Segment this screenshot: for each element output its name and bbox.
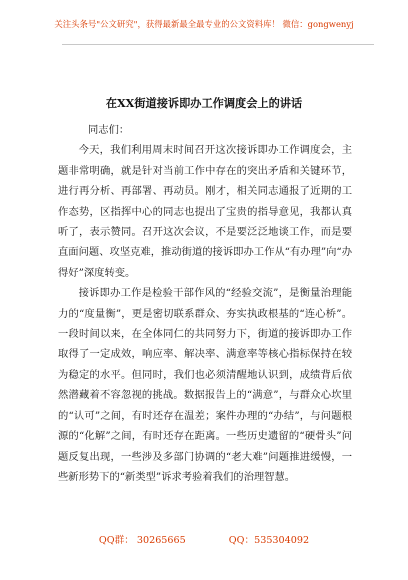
header-divider <box>62 44 374 45</box>
footer-qq-group: QQ群： 30265665 <box>98 535 186 546</box>
footer-contacts <box>0 532 408 546</box>
salutation: 同志们： <box>88 124 130 136</box>
paragraph-2: 接诉即办工作是检验干部作风的“经验交流”，是衡量治理能力的“度量衡”，更是密切联系群众、夯实执政根基的“连心桥”。一段时间以来，在全体同仁的共同努力下，街道的接诉即办工作取得了一定成效，响应率、解决率、满意率等核心指标保持在较为稳定的水平。但同时，我们也必须清醒地认识到，成绩背后依然潜藏着不容忽视的挑战。数据报告上的“满意”，与群众心坎里的“认可”之间，有时还存在温差；案件办理的“办结”，与问题根源的“化解”之间，有时还存在距离。一些历史遗留的“硬骨头”问题反复出现，一些涉及多部门协调的“老大难”问题推进缓慢，一些新形势下的“新类型”诉求考验着我们的治理智慧。 <box>58 287 352 483</box>
document-body <box>58 120 352 487</box>
footer-qq-number: QQ：535304092 <box>228 535 310 546</box>
document-title: 在XX街道接诉即办工作调度会上的讲话 <box>105 96 303 110</box>
header-banner: 关注头条号"公文研究"，获得最新最全最专业的公文资料库！ 微信：gongwenyj <box>54 19 354 29</box>
paragraph-1: 今天，我们利用周末时间召开这次接诉即办工作调度会，主题非常明确，就是针对当前工作中存在的突出矛盾和关键环节，进行再分析、再部署、再动员。刚才，相关同志通报了近期的工作态势，区指挥中心的同志也提出了宝贵的指导意见，我都认真听了，表示赞同。召开这次会议，不是要泛泛地谈工作，而是要直面问题、攻坚克难，推动街道的接诉即办工作从“有办理”向“办得好”深度转变。 <box>58 144 352 279</box>
